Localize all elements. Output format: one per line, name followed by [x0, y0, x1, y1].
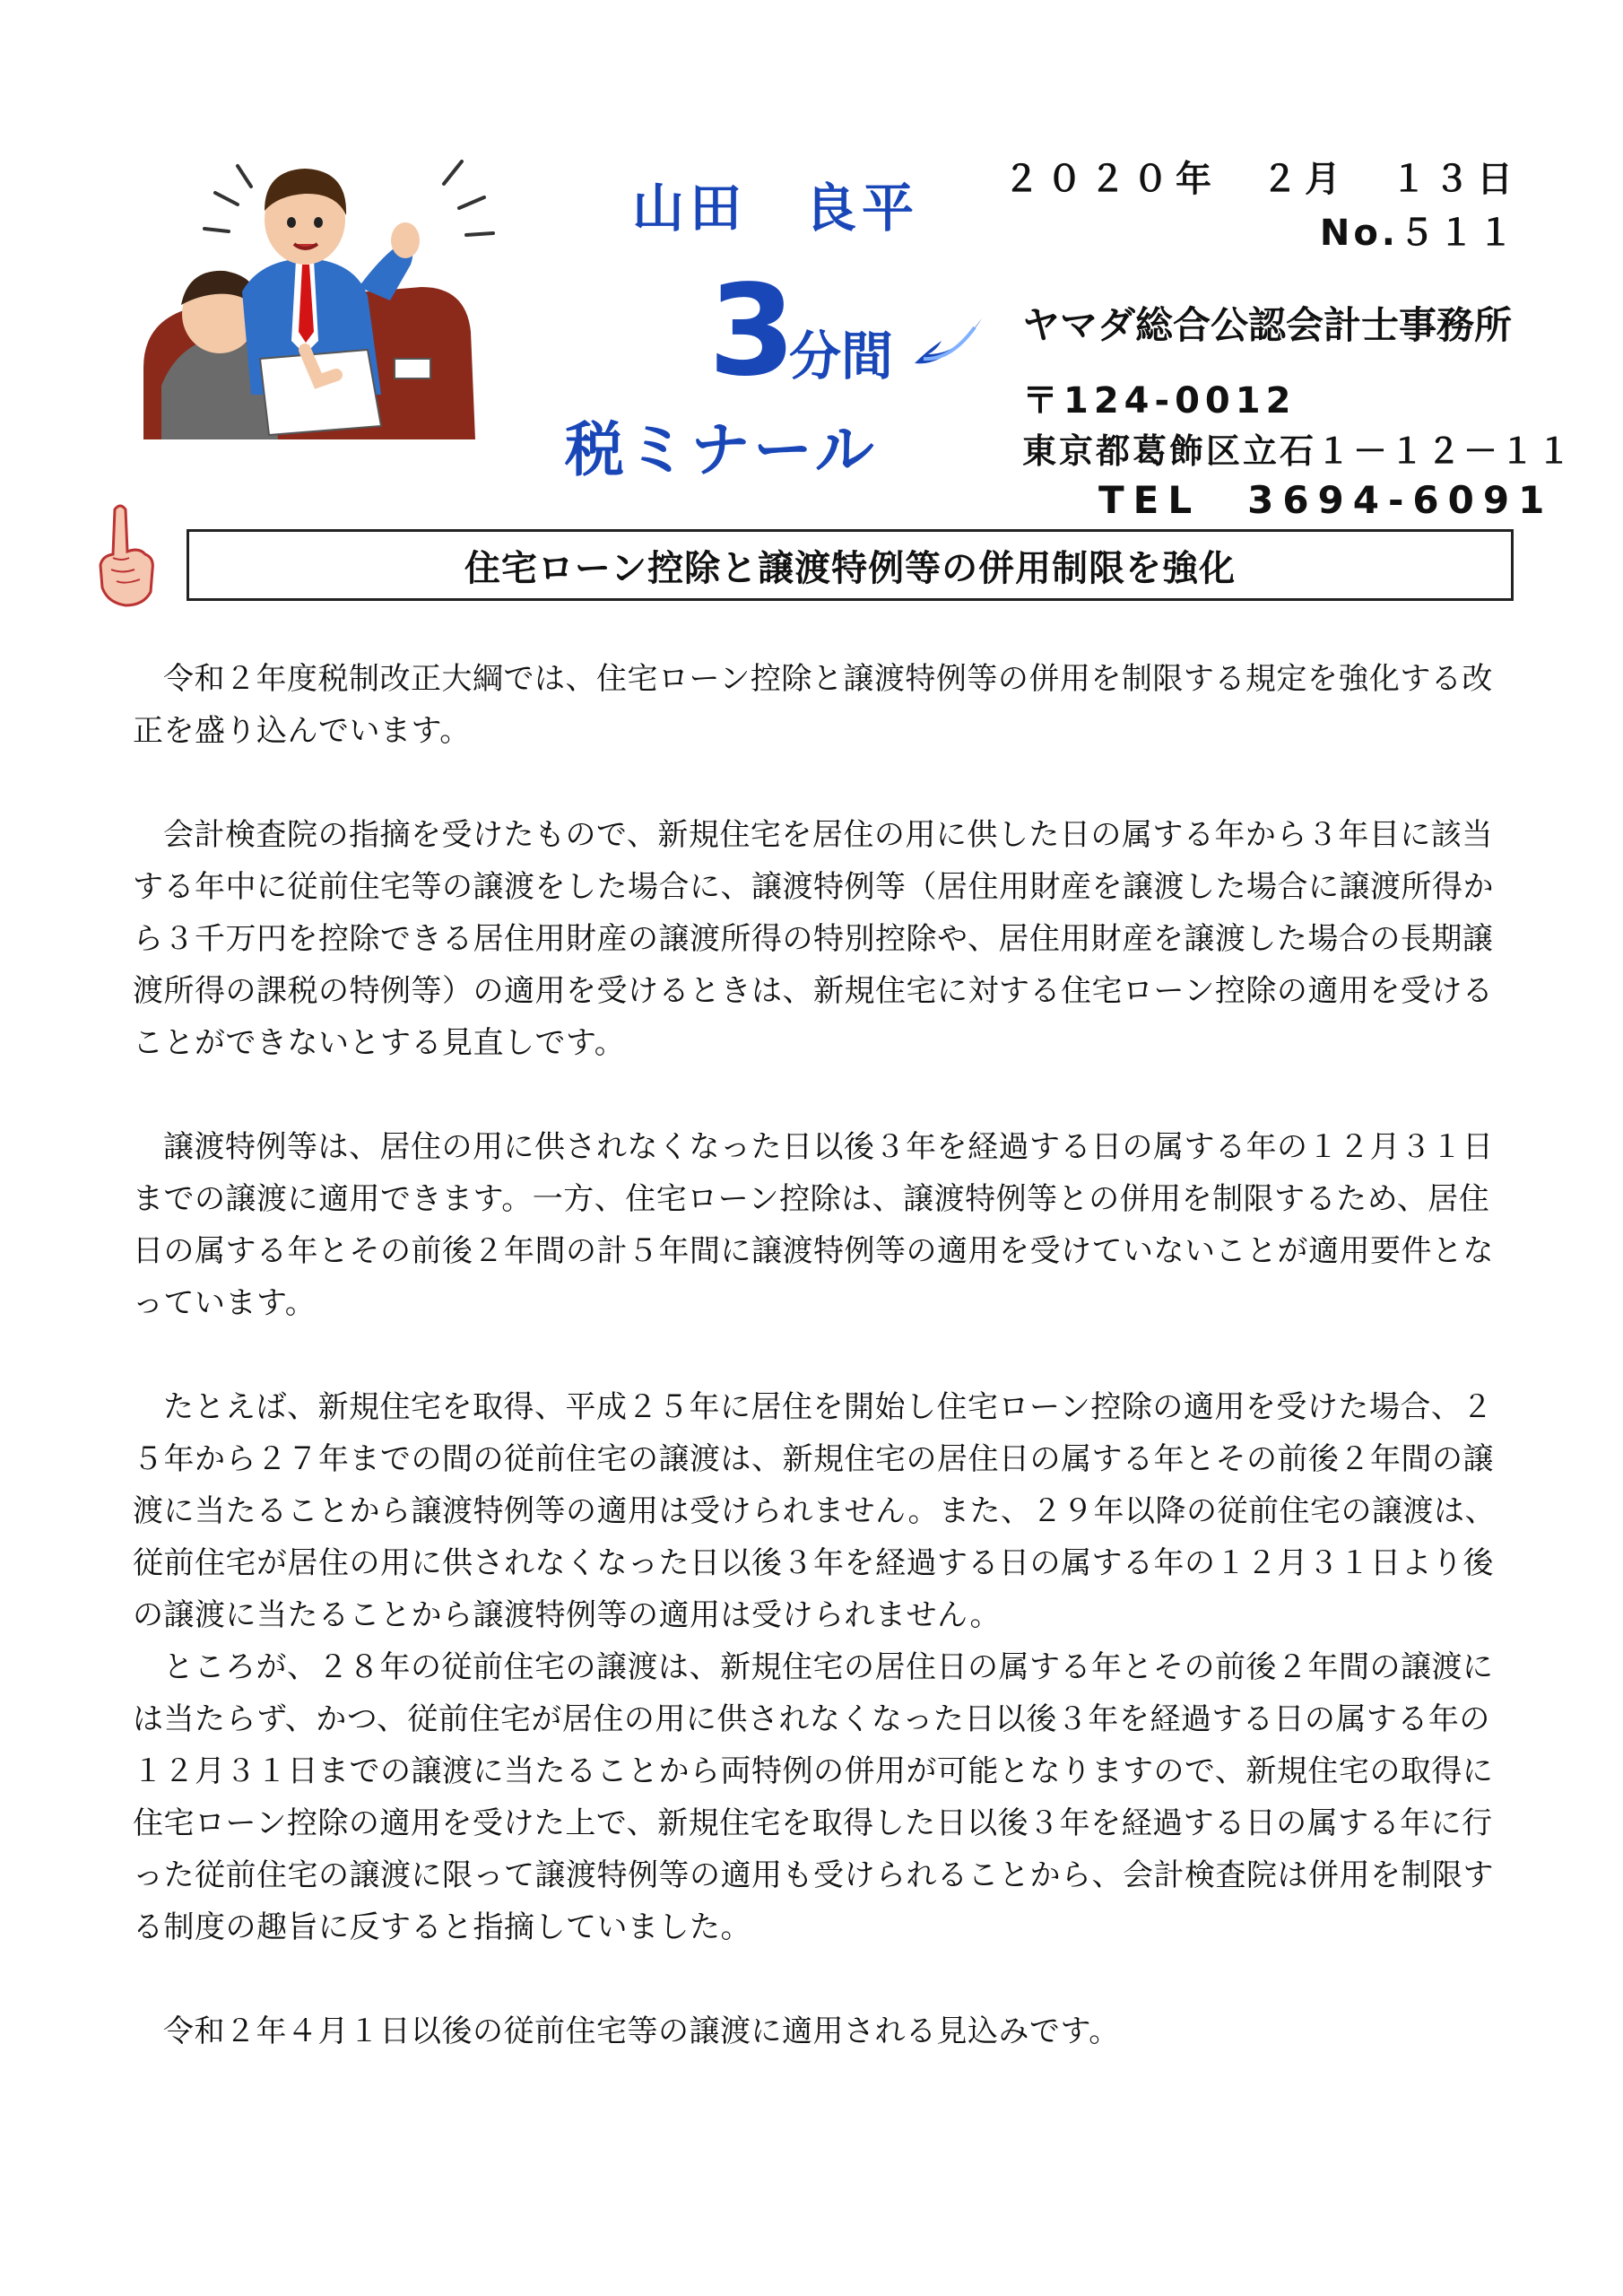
office-name: ヤマダ総合公認会計士事務所: [1022, 303, 1513, 347]
businessmen-meeting-illustration: [126, 135, 538, 475]
brand-seminar: 税ミナール: [565, 415, 878, 484]
paragraph-4: たとえば、新規住宅を取得、平成２５年に居住を開始し住宅ローン控除の適用を受けた場合、２５年から２７年までの間の従前住宅の譲渡は、新規住宅の居住日の属する年とその前後２年間の譲渡に当たることから譲渡特例等の適用は受けられません。また、２９年以降の従前住宅の譲渡は、従前住宅が居住の用に供されなくなった日以後３年を経過する日の属する年の１２月３１日より後の譲渡に当たることから譲渡特例等の適用は受けられません。: [133, 1389, 1497, 1633]
paragraph-1: 令和２年度税制改正大綱では、住宅ローン控除と譲渡特例等の併用を制限する規定を強化する改正を盛り込んでいます。: [133, 661, 1493, 749]
office-address: 東京都葛飾区立石１－１２－１１: [1022, 431, 1575, 471]
paragraph-2: 会計検査院の指摘を受けたもので、新規住宅を居住の用に供した日の属する年から３年目に該当する年中に従前住宅等の譲渡をした場合に、譲渡特例等（居住用財産を譲渡した場合に譲渡所得から３千万円を控除できる居住用財産の譲渡所得の特別控除や、居住用財産を譲渡した場合の長期譲渡所得の課税の特例等）の適用を受けるときは、新規住宅に対する住宅ローン控除の適用を受けることができないとする見直しです。: [133, 817, 1494, 1061]
paragraph-3: 譲渡特例等は、居住の用に供されなくなった日以後３年を経過する日の属する年の１２月３１日までの譲渡に適用できます。一方、住宅ローン控除は、譲渡特例等との併用を制限するため、居住日の属する年とその前後２年間の計５年間に譲渡特例等の適用を受けていないことが適用要件となっています。: [133, 1129, 1494, 1321]
article-body: [133, 653, 1514, 2057]
author-name: 山田 良平: [632, 178, 920, 239]
paragraph-6: 令和２年４月１日以後の従前住宅等の譲渡に適用される見込みです。: [163, 2013, 1120, 2049]
brand-minutes: 分間: [789, 326, 894, 387]
swoosh-logo-icon: [910, 314, 986, 377]
paragraph-5: ところが、２８年の従前住宅の譲渡は、新規住宅の居住日の属する年とその前後２年間の譲渡には当たらず、かつ、従前住宅が居住の用に供されなくなった日以後３年を経過する日の属する年の１２月３１日までの譲渡に当たることから両特例の併用が可能となりますので、新規住宅の取得に住宅ローン控除の適用を受けた上で、新規住宅を取得した日以後３年を経過する日の属する年に行った従前住宅の譲渡に限って譲渡特例等の適用も受けられることから、会計検査院は併用を制限する制度の趣旨に反すると指摘していました。: [133, 1649, 1494, 1945]
article-title: 住宅ローン控除と譲渡特例等の併用制限を強化: [187, 529, 1514, 601]
office-tel: TEL 3694-6091: [1098, 478, 1554, 522]
postal-code: 〒124-0012: [1022, 380, 1297, 422]
issue-number: No.５１１: [1319, 213, 1517, 254]
pointing-finger-icon: [90, 502, 161, 610]
brand-number: 3: [708, 258, 796, 404]
issue-date: ２０２０年 ２月 １３日: [1003, 159, 1520, 200]
